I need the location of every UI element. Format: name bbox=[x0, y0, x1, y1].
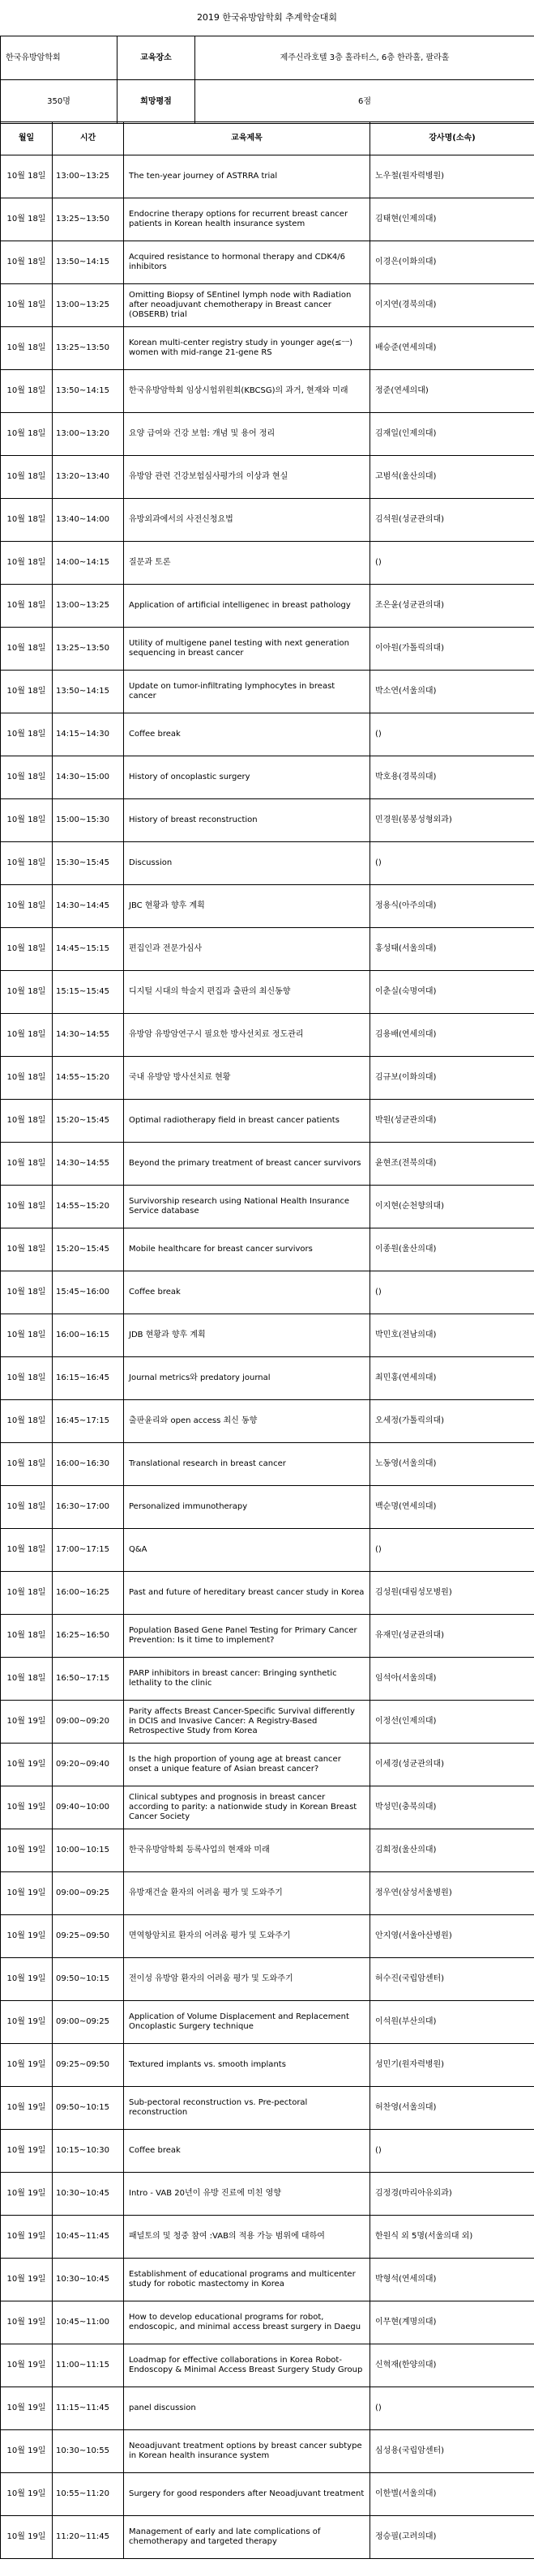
title-cell: 편집인과 전문가심사 bbox=[124, 928, 370, 971]
schedule-row bbox=[1, 671, 534, 713]
date-cell: 10월 18일 bbox=[1, 370, 53, 413]
schedule-row bbox=[1, 1529, 534, 1572]
date-cell: 10월 18일 bbox=[1, 413, 53, 456]
speaker-cell: 이지연(경북의대) bbox=[370, 284, 534, 327]
speaker-cell: 박소연(서울의대) bbox=[370, 671, 534, 713]
schedule-row bbox=[1, 2344, 534, 2387]
date-cell: 10월 18일 bbox=[1, 713, 53, 756]
time-cell: 11:15~11:45 bbox=[53, 2387, 124, 2430]
speaker-cell: 신혁재(한양의대) bbox=[370, 2344, 534, 2387]
speaker-cell: 백순명(연세의대) bbox=[370, 1486, 534, 1529]
time-cell: 14:30~14:55 bbox=[53, 1143, 124, 1186]
speaker-cell: 민경원(봉봉성형외과) bbox=[370, 799, 534, 842]
schedule-row bbox=[1, 799, 534, 842]
speaker-cell: () bbox=[370, 1271, 534, 1314]
schedule-row bbox=[1, 542, 534, 585]
schedule-row bbox=[1, 456, 534, 499]
speaker-cell: 고범석(울산의대) bbox=[370, 456, 534, 499]
time-cell: 16:30~17:00 bbox=[53, 1486, 124, 1529]
time-cell: 17:00~17:15 bbox=[53, 1529, 124, 1572]
schedule-row bbox=[1, 2216, 534, 2259]
date-cell: 10월 18일 bbox=[1, 327, 53, 370]
schedule-row bbox=[1, 1100, 534, 1143]
time-cell: 10:30~10:45 bbox=[53, 2173, 124, 2216]
date-cell: 10월 18일 bbox=[1, 1014, 53, 1057]
schedule-row bbox=[1, 2473, 534, 2516]
title-cell: 국내 유방암 방사선치료 현황 bbox=[124, 1057, 370, 1100]
schedule-row bbox=[1, 2087, 534, 2130]
speaker-cell: 박형석(연세의대) bbox=[370, 2259, 534, 2301]
title-cell: Utility of multigene panel testing with next generation sequencing in breast cancer bbox=[124, 628, 370, 671]
speaker-cell: 임석아(서울의대) bbox=[370, 1658, 534, 1701]
speaker-cell: 정승필(고려의대) bbox=[370, 2516, 534, 2559]
header-time: 시간 bbox=[53, 122, 124, 155]
info-row-venue bbox=[1, 36, 534, 80]
date-cell: 10월 18일 bbox=[1, 1400, 53, 1443]
date-cell: 10월 18일 bbox=[1, 1615, 53, 1658]
speaker-cell: 유재민(성균관의대) bbox=[370, 1615, 534, 1658]
time-cell: 13:00~13:20 bbox=[53, 413, 124, 456]
speaker-cell: () bbox=[370, 2130, 534, 2173]
title-cell: Korean multi-center registry study in younger age(≤ㅡ) women with mid-range 21-gene RS bbox=[124, 327, 370, 370]
speaker-cell: 노동영(서울의대) bbox=[370, 1443, 534, 1486]
date-cell: 10월 18일 bbox=[1, 842, 53, 885]
points-value: 6점 bbox=[195, 80, 534, 124]
header-title: 교육제목 bbox=[124, 122, 370, 155]
speaker-cell: 이아원(가톨릭의대) bbox=[370, 628, 534, 671]
title-cell: Sub-pectoral reconstruction vs. Pre-pectoral reconstruction bbox=[124, 2087, 370, 2130]
date-cell: 10월 19일 bbox=[1, 2130, 53, 2173]
schedule-row bbox=[1, 1400, 534, 1443]
title-cell: Endocrine therapy options for recurrent breast cancer patients in Korean health insurance system bbox=[124, 198, 370, 241]
time-cell: 14:55~15:20 bbox=[53, 1186, 124, 1228]
title-cell: Discussion bbox=[124, 842, 370, 885]
title-cell: 면역항암치료 환자의 어려움 평가 및 도와주기 bbox=[124, 1915, 370, 1958]
schedule-row bbox=[1, 1014, 534, 1057]
date-cell: 10월 19일 bbox=[1, 2001, 53, 2044]
speaker-cell: () bbox=[370, 1529, 534, 1572]
time-cell: 16:45~17:15 bbox=[53, 1400, 124, 1443]
schedule-row bbox=[1, 585, 534, 628]
date-cell: 10월 18일 bbox=[1, 971, 53, 1014]
date-cell: 10월 19일 bbox=[1, 2087, 53, 2130]
date-cell: 10월 18일 bbox=[1, 198, 53, 241]
speaker-cell: 성민기(원자력병원) bbox=[370, 2044, 534, 2087]
date-cell: 10월 19일 bbox=[1, 2216, 53, 2259]
speaker-cell: 이춘실(숙명여대) bbox=[370, 971, 534, 1014]
speaker-cell: 이종원(울산의대) bbox=[370, 1228, 534, 1271]
time-cell: 11:00~11:15 bbox=[53, 2344, 124, 2387]
schedule-row bbox=[1, 713, 534, 756]
schedule-row bbox=[1, 1057, 534, 1100]
organizer: 한국유방암학회 bbox=[1, 36, 117, 80]
time-cell: 13:00~13:25 bbox=[53, 155, 124, 198]
time-cell: 13:00~13:25 bbox=[53, 284, 124, 327]
time-cell: 10:45~11:00 bbox=[53, 2301, 124, 2344]
title-cell: Q&A bbox=[124, 1529, 370, 1572]
venue-label: 교육장소 bbox=[117, 36, 195, 80]
schedule-row bbox=[1, 2173, 534, 2216]
speaker-cell: 김태현(인제의대) bbox=[370, 198, 534, 241]
title-cell: 유방재건술 환자의 어려움 평가 및 도와주기 bbox=[124, 1872, 370, 1915]
schedule-row bbox=[1, 842, 534, 885]
schedule-row bbox=[1, 1443, 534, 1486]
time-cell: 14:15~14:30 bbox=[53, 713, 124, 756]
schedule-row bbox=[1, 1786, 534, 1829]
speaker-cell: 허찬영(서울의대) bbox=[370, 2087, 534, 2130]
speaker-cell: 정용식(아주의대) bbox=[370, 885, 534, 928]
title-cell: Acquired resistance to hormonal therapy and CDK4/6 inhibitors bbox=[124, 241, 370, 284]
schedule-row bbox=[1, 2130, 534, 2173]
schedule-row bbox=[1, 1872, 534, 1915]
title-cell: 유방외과에서의 사전신청요법 bbox=[124, 499, 370, 542]
schedule-row bbox=[1, 241, 534, 284]
time-cell: 13:50~14:15 bbox=[53, 370, 124, 413]
schedule-row bbox=[1, 1658, 534, 1701]
title-cell: Coffee break bbox=[124, 713, 370, 756]
time-cell: 09:50~10:15 bbox=[53, 2087, 124, 2130]
title-cell: JBC 현황과 향후 계획 bbox=[124, 885, 370, 928]
title-cell: Personalized immunotherapy bbox=[124, 1486, 370, 1529]
schedule-row bbox=[1, 1572, 534, 1615]
date-cell: 10월 19일 bbox=[1, 2344, 53, 2387]
speaker-cell: 박민호(전남의대) bbox=[370, 1314, 534, 1357]
title-cell: Coffee break bbox=[124, 1271, 370, 1314]
speaker-cell: 김규보(이화의대) bbox=[370, 1057, 534, 1100]
title-cell: Coffee break bbox=[124, 2130, 370, 2173]
date-cell: 10월 18일 bbox=[1, 155, 53, 198]
time-cell: 16:25~16:50 bbox=[53, 1615, 124, 1658]
date-cell: 10월 18일 bbox=[1, 1228, 53, 1271]
speaker-cell: 박호용(경북의대) bbox=[370, 756, 534, 799]
schedule-row bbox=[1, 2301, 534, 2344]
speaker-cell: 김재일(인제의대) bbox=[370, 413, 534, 456]
schedule-row bbox=[1, 2387, 534, 2430]
speaker-cell: 이정선(인제의대) bbox=[370, 1701, 534, 1744]
points-label: 희망평점 bbox=[117, 80, 195, 124]
speaker-cell: 조은윤(성균관의대) bbox=[370, 585, 534, 628]
time-cell: 14:45~15:15 bbox=[53, 928, 124, 971]
title-cell: Application of Volume Displacement and Replacement Oncoplastic Surgery technique bbox=[124, 2001, 370, 2044]
schedule-row bbox=[1, 413, 534, 456]
schedule-row bbox=[1, 370, 534, 413]
title-cell: Management of early and late complications of chemotherapy and targeted therapy bbox=[124, 2516, 370, 2559]
speaker-cell: 이지현(순천향의대) bbox=[370, 1186, 534, 1228]
date-cell: 10월 18일 bbox=[1, 1314, 53, 1357]
date-cell: 10월 18일 bbox=[1, 1443, 53, 1486]
title-cell: 한국유방암학회 임상시험위원회(KBCSG)의 과거, 현재와 미래 bbox=[124, 370, 370, 413]
date-cell: 10월 18일 bbox=[1, 1143, 53, 1186]
time-cell: 16:00~16:15 bbox=[53, 1314, 124, 1357]
speaker-cell: 오세정(가톨릭의대) bbox=[370, 1400, 534, 1443]
schedule-row bbox=[1, 1829, 534, 1872]
date-cell: 10월 18일 bbox=[1, 671, 53, 713]
schedule-row bbox=[1, 1744, 534, 1786]
date-cell: 10월 19일 bbox=[1, 2430, 53, 2473]
time-cell: 09:00~09:20 bbox=[53, 1701, 124, 1744]
date-cell: 10월 18일 bbox=[1, 1658, 53, 1701]
schedule-row bbox=[1, 1186, 534, 1228]
schedule-row bbox=[1, 2516, 534, 2559]
speaker-cell: 박성민(충북의대) bbox=[370, 1786, 534, 1829]
time-cell: 14:55~15:20 bbox=[53, 1057, 124, 1100]
time-cell: 16:50~17:15 bbox=[53, 1658, 124, 1701]
date-cell: 10월 19일 bbox=[1, 1744, 53, 1786]
title-cell: Parity affects Breast Cancer-Specific Survival differently in DCIS and Invasive Cancer: A Registry-Based Retrospective Study from Korea bbox=[124, 1701, 370, 1744]
date-cell: 10월 19일 bbox=[1, 2044, 53, 2087]
time-cell: 16:15~16:45 bbox=[53, 1357, 124, 1400]
date-cell: 10월 18일 bbox=[1, 799, 53, 842]
speaker-cell: 홍성태(서울의대) bbox=[370, 928, 534, 971]
time-cell: 13:00~13:25 bbox=[53, 585, 124, 628]
title-cell: 출판윤리와 open access 최신 동향 bbox=[124, 1400, 370, 1443]
time-cell: 16:00~16:30 bbox=[53, 1443, 124, 1486]
title-cell: Surgery for good responders after Neoadjuvant treatment bbox=[124, 2473, 370, 2516]
schedule-row bbox=[1, 198, 534, 241]
date-cell: 10월 18일 bbox=[1, 542, 53, 585]
speaker-cell: 노우철(원자력병원) bbox=[370, 155, 534, 198]
title-cell: Past and future of hereditary breast cancer study in Korea bbox=[124, 1572, 370, 1615]
time-cell: 15:45~16:00 bbox=[53, 1271, 124, 1314]
time-cell: 09:25~09:50 bbox=[53, 1915, 124, 1958]
date-cell: 10월 19일 bbox=[1, 1872, 53, 1915]
title-cell: History of oncoplastic surgery bbox=[124, 756, 370, 799]
title-cell: Update on tumor-infiltrating lymphocytes in breast cancer bbox=[124, 671, 370, 713]
schedule-row bbox=[1, 2430, 534, 2473]
time-cell: 09:40~10:00 bbox=[53, 1786, 124, 1829]
schedule-row bbox=[1, 2001, 534, 2044]
date-cell: 10월 19일 bbox=[1, 2301, 53, 2344]
schedule-row bbox=[1, 499, 534, 542]
time-cell: 09:25~09:50 bbox=[53, 2044, 124, 2087]
date-cell: 10월 18일 bbox=[1, 284, 53, 327]
speaker-cell: 김희정(울산의대) bbox=[370, 1829, 534, 1872]
title-cell: 전이성 유방암 환자의 어려움 평가 및 도와주기 bbox=[124, 1958, 370, 2001]
title-cell: Mobile healthcare for breast cancer survivors bbox=[124, 1228, 370, 1271]
title-cell: 질문과 토론 bbox=[124, 542, 370, 585]
title-cell: Journal metrics와 predatory journal bbox=[124, 1357, 370, 1400]
title-cell: PARP inhibitors in breast cancer: Bringing synthetic lethality to the clinic bbox=[124, 1658, 370, 1701]
title-cell: JDB 현황과 향후 계획 bbox=[124, 1314, 370, 1357]
time-cell: 14:00~14:15 bbox=[53, 542, 124, 585]
time-cell: 10:15~10:30 bbox=[53, 2130, 124, 2173]
date-cell: 10월 18일 bbox=[1, 241, 53, 284]
speaker-cell: () bbox=[370, 542, 534, 585]
schedule-row bbox=[1, 1228, 534, 1271]
time-cell: 10:00~10:15 bbox=[53, 1829, 124, 1872]
header-speaker: 강사명(소속) bbox=[370, 122, 534, 155]
info-table bbox=[0, 36, 534, 124]
title-cell: Is the high proportion of young age at breast cancer onset a unique feature of Asian breast cancer? bbox=[124, 1744, 370, 1786]
schedule-row bbox=[1, 1271, 534, 1314]
schedule-row bbox=[1, 2259, 534, 2301]
time-cell: 13:25~13:50 bbox=[53, 628, 124, 671]
speaker-cell: 이세경(성균관의대) bbox=[370, 1744, 534, 1786]
title-cell: 한국유방암학회 등록사업의 현재와 미래 bbox=[124, 1829, 370, 1872]
date-cell: 10월 18일 bbox=[1, 885, 53, 928]
schedule-row bbox=[1, 628, 534, 671]
time-cell: 15:30~15:45 bbox=[53, 842, 124, 885]
speaker-cell: 최민홍(연세의대) bbox=[370, 1357, 534, 1400]
time-cell: 10:30~10:45 bbox=[53, 2259, 124, 2301]
title-cell: Application of artificial intelligenec in breast pathology bbox=[124, 585, 370, 628]
title-cell: Omitting Biopsy of SEntinel lymph node with Radiation after neoadjuvant chemotherapy in Breast cancer (OBSERB) trial bbox=[124, 284, 370, 327]
time-cell: 10:45~11:45 bbox=[53, 2216, 124, 2259]
time-cell: 14:30~14:45 bbox=[53, 885, 124, 928]
speaker-cell: 이한별(서울의대) bbox=[370, 2473, 534, 2516]
schedule-row bbox=[1, 885, 534, 928]
time-cell: 09:00~09:25 bbox=[53, 2001, 124, 2044]
date-cell: 10월 19일 bbox=[1, 2387, 53, 2430]
schedule-row bbox=[1, 1143, 534, 1186]
time-cell: 13:50~14:15 bbox=[53, 241, 124, 284]
schedule-row bbox=[1, 1958, 534, 2001]
time-cell: 13:25~13:50 bbox=[53, 198, 124, 241]
date-cell: 10월 18일 bbox=[1, 928, 53, 971]
speaker-cell: 윤현조(전북의대) bbox=[370, 1143, 534, 1186]
speaker-cell: 허수진(국립암센터) bbox=[370, 1958, 534, 2001]
schedule-row bbox=[1, 1701, 534, 1744]
time-cell: 14:30~14:55 bbox=[53, 1014, 124, 1057]
time-cell: 09:50~10:15 bbox=[53, 1958, 124, 2001]
date-cell: 10월 18일 bbox=[1, 1271, 53, 1314]
speaker-cell: () bbox=[370, 842, 534, 885]
schedule-row bbox=[1, 1615, 534, 1658]
time-cell: 13:40~14:00 bbox=[53, 499, 124, 542]
speaker-cell: 정우연(삼성서울병원) bbox=[370, 1872, 534, 1915]
time-cell: 14:30~15:00 bbox=[53, 756, 124, 799]
schedule-row bbox=[1, 2044, 534, 2087]
time-cell: 15:15~15:45 bbox=[53, 971, 124, 1014]
date-cell: 10월 18일 bbox=[1, 499, 53, 542]
title-cell: 유방암 관련 건강보험심사평가의 이상과 현실 bbox=[124, 456, 370, 499]
date-cell: 10월 18일 bbox=[1, 1572, 53, 1615]
schedule-row bbox=[1, 1357, 534, 1400]
time-cell: 13:25~13:50 bbox=[53, 327, 124, 370]
time-cell: 15:00~15:30 bbox=[53, 799, 124, 842]
title-cell: How to develop educational programs for robot, endoscopic, and minimal access breast surgery in Daegu bbox=[124, 2301, 370, 2344]
date-cell: 10월 18일 bbox=[1, 1057, 53, 1100]
speaker-cell: 심성용(국립암센터) bbox=[370, 2430, 534, 2473]
date-cell: 10월 19일 bbox=[1, 1915, 53, 1958]
date-cell: 10월 19일 bbox=[1, 2259, 53, 2301]
date-cell: 10월 19일 bbox=[1, 2173, 53, 2216]
date-cell: 10월 18일 bbox=[1, 456, 53, 499]
date-cell: 10월 19일 bbox=[1, 1958, 53, 2001]
date-cell: 10월 19일 bbox=[1, 1786, 53, 1829]
title-cell: Neoadjuvant treatment options by breast cancer subtype in Korean health insurance system bbox=[124, 2430, 370, 2473]
speaker-cell: 정준(연세의대) bbox=[370, 370, 534, 413]
time-cell: 09:00~09:25 bbox=[53, 1872, 124, 1915]
title-cell: 유방암 유방암연구시 필요한 방사선치료 정도관리 bbox=[124, 1014, 370, 1057]
title-cell: Loadmap for effective collaborations in Korea Robot-Endoscopy & Minimal Access Breast Surgery Study Group bbox=[124, 2344, 370, 2387]
schedule-row bbox=[1, 284, 534, 327]
date-cell: 10월 18일 bbox=[1, 756, 53, 799]
speaker-cell: 김석원(성균관의대) bbox=[370, 499, 534, 542]
info-row-points bbox=[1, 80, 534, 124]
title-cell: panel discussion bbox=[124, 2387, 370, 2430]
speaker-cell: 김정경(마리아유외과) bbox=[370, 2173, 534, 2216]
title-cell: Intro - VAB 20년이 유방 진료에 미친 영향 bbox=[124, 2173, 370, 2216]
title-cell: Survivorship research using National Health Insurance Service database bbox=[124, 1186, 370, 1228]
time-cell: 13:50~14:15 bbox=[53, 671, 124, 713]
schedule-row bbox=[1, 756, 534, 799]
title-cell: Clinical subtypes and prognosis in breast cancer according to parity: a nationwide study in Korean Breast Cancer Society bbox=[124, 1786, 370, 1829]
capacity: 350명 bbox=[1, 80, 117, 124]
date-cell: 10월 19일 bbox=[1, 1701, 53, 1744]
date-cell: 10월 18일 bbox=[1, 585, 53, 628]
schedule-row bbox=[1, 928, 534, 971]
speaker-cell: 한원식 외 5명(서울의대 외) bbox=[370, 2216, 534, 2259]
speaker-cell: 이무현(계명의대) bbox=[370, 2301, 534, 2344]
title-cell: 패널토의 및 청중 참여 :VAB의 적용 가능 범위에 대하여 bbox=[124, 2216, 370, 2259]
title-cell: Beyond the primary treatment of breast cancer survivors bbox=[124, 1143, 370, 1186]
schedule-row bbox=[1, 155, 534, 198]
title-cell: Establishment of educational programs and multicenter study for robotic mastectomy in Korea bbox=[124, 2259, 370, 2301]
title-cell: History of breast reconstruction bbox=[124, 799, 370, 842]
date-cell: 10월 19일 bbox=[1, 2516, 53, 2559]
speaker-cell: 이경은(이화의대) bbox=[370, 241, 534, 284]
time-cell: 15:20~15:45 bbox=[53, 1228, 124, 1271]
speaker-cell: 이석원(부산의대) bbox=[370, 2001, 534, 2044]
speaker-cell: 김성원(대림성모병원) bbox=[370, 1572, 534, 1615]
date-cell: 10월 18일 bbox=[1, 1186, 53, 1228]
date-cell: 10월 19일 bbox=[1, 1829, 53, 1872]
speaker-cell: 배승준(연세의대) bbox=[370, 327, 534, 370]
time-cell: 13:20~13:40 bbox=[53, 456, 124, 499]
time-cell: 15:20~15:45 bbox=[53, 1100, 124, 1143]
time-cell: 09:20~09:40 bbox=[53, 1744, 124, 1786]
venue-value: 제주신라호텔 3층 홀라터스, 6층 한라홀, 팔라홀 bbox=[195, 36, 534, 80]
title-cell: The ten-year journey of ASTRRA trial bbox=[124, 155, 370, 198]
schedule-row bbox=[1, 1486, 534, 1529]
title-cell: Translational research in breast cancer bbox=[124, 1443, 370, 1486]
time-cell: 11:20~11:45 bbox=[53, 2516, 124, 2559]
title-cell: 디지털 시대의 학술지 편집과 출판의 최신동향 bbox=[124, 971, 370, 1014]
page-title: 2019 한국유방암학회 추계학술대회 bbox=[196, 12, 338, 23]
speaker-cell: () bbox=[370, 2387, 534, 2430]
date-cell: 10월 18일 bbox=[1, 1529, 53, 1572]
date-cell: 10월 18일 bbox=[1, 1100, 53, 1143]
time-cell: 16:00~16:25 bbox=[53, 1572, 124, 1615]
date-cell: 10월 18일 bbox=[1, 1357, 53, 1400]
schedule-row bbox=[1, 971, 534, 1014]
title-cell: Textured implants vs. smooth implants bbox=[124, 2044, 370, 2087]
time-cell: 10:30~10:55 bbox=[53, 2430, 124, 2473]
time-cell: 10:55~11:20 bbox=[53, 2473, 124, 2516]
title-cell: 요양 급여와 건강 보험: 개념 및 용어 정리 bbox=[124, 413, 370, 456]
speaker-cell: 안지영(서울아산병원) bbox=[370, 1915, 534, 1958]
title-cell: Optimal radiotherapy field in breast cancer patients bbox=[124, 1100, 370, 1143]
speaker-cell: () bbox=[370, 713, 534, 756]
schedule-header-row bbox=[1, 122, 534, 155]
date-cell: 10월 18일 bbox=[1, 628, 53, 671]
speaker-cell: 김용배(연세의대) bbox=[370, 1014, 534, 1057]
schedule-row bbox=[1, 1314, 534, 1357]
speaker-cell: 박원(성균관의대) bbox=[370, 1100, 534, 1143]
schedule-row bbox=[1, 327, 534, 370]
date-cell: 10월 19일 bbox=[1, 2473, 53, 2516]
title-cell: Population Based Gene Panel Testing for Primary Cancer Prevention: Is it time to implement? bbox=[124, 1615, 370, 1658]
schedule-row bbox=[1, 1915, 534, 1958]
schedule-table bbox=[0, 121, 534, 2559]
header-date: 월일 bbox=[1, 122, 53, 155]
date-cell: 10월 18일 bbox=[1, 1486, 53, 1529]
